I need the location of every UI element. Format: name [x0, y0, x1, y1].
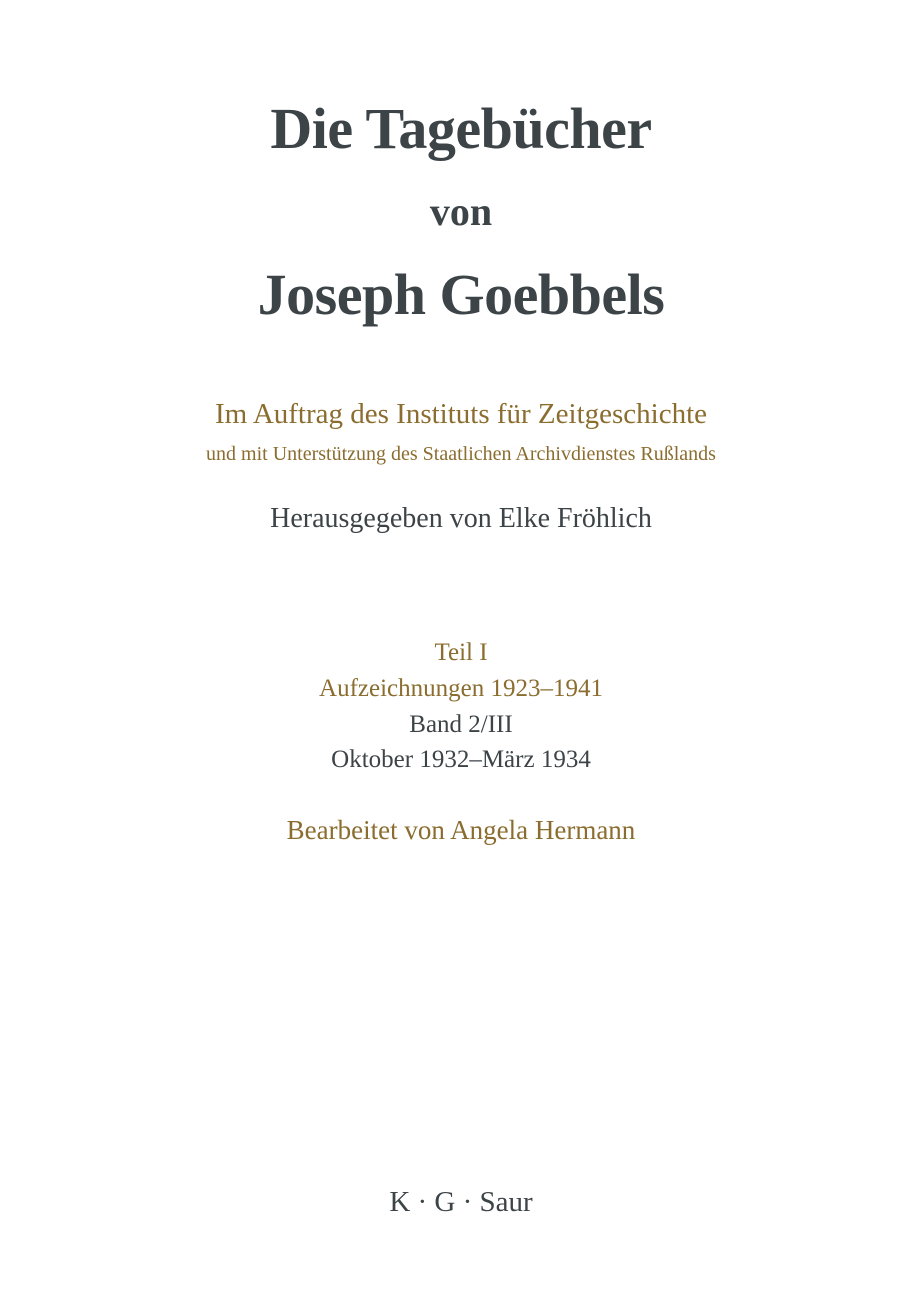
book-title-line-2: von: [429, 189, 493, 234]
volume-band: Band 2/III: [409, 711, 513, 738]
revised-by-credit: Bearbeitet von Angela Hermann: [286, 815, 636, 845]
commission-line-2: und mit Unterstützung des Staatlichen Archivdienstes Rußlands: [206, 443, 716, 465]
editor-credit: Herausgegeben von Elke Fröhlich: [270, 503, 652, 534]
volume-part: Teil I: [434, 639, 488, 666]
volume-records: Aufzeichnungen 1923–1941: [319, 675, 603, 702]
book-title-line-1: Die Tagebücher: [270, 96, 652, 161]
volume-period: Oktober 1932–März 1934: [331, 746, 591, 773]
publisher-imprint: K · G · Saur: [389, 1186, 533, 1218]
book-title-author: Joseph Goebbels: [257, 262, 665, 327]
commission-line-1: Im Auftrag des Instituts für Zeitgeschichte: [214, 398, 708, 430]
